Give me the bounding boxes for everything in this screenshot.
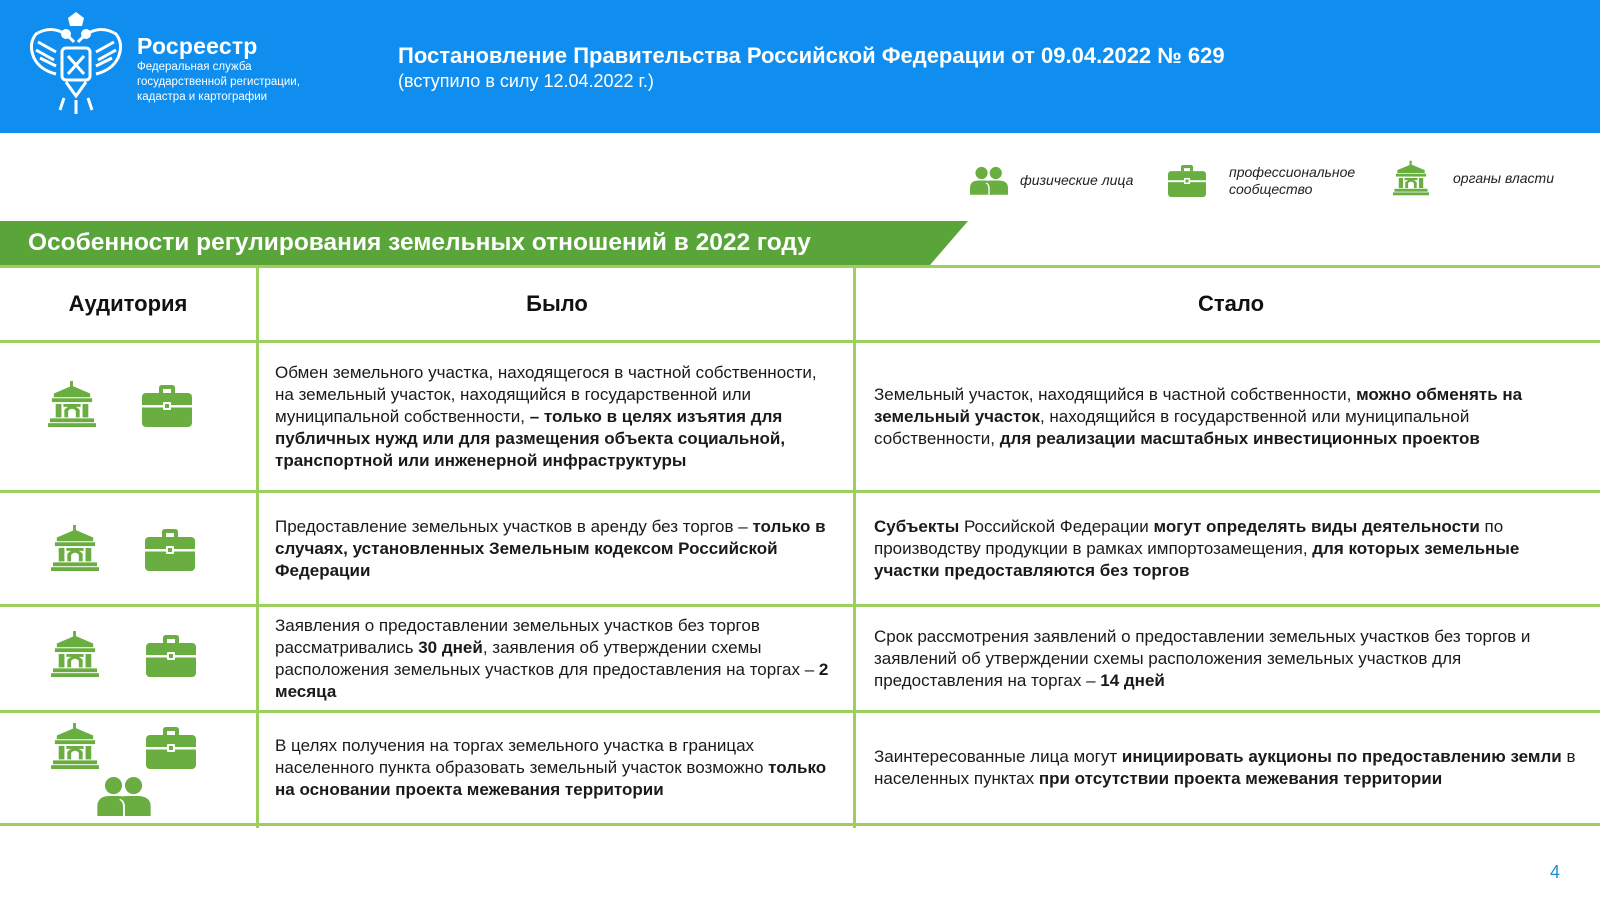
bold-text-segment: 14 дней — [1100, 670, 1165, 690]
org-desc-line: кадастра и картографии — [137, 91, 268, 103]
bold-text-segment: для которых земельные участки предоставляются без торгов — [874, 538, 1520, 580]
column-header-became: Стало — [1197, 291, 1265, 316]
audience-icons — [0, 713, 256, 823]
government-building-icon — [48, 381, 96, 427]
legend-label-line: профессиональное — [1229, 164, 1356, 180]
org-description — [137, 60, 300, 105]
government-building-icon — [51, 525, 99, 571]
text-segment: Предоставление земельных участков в аренду без торгов – — [275, 516, 753, 536]
audience-cell — [0, 343, 256, 490]
section-banner — [0, 221, 968, 265]
briefcase-icon — [146, 635, 196, 677]
table-header-row — [0, 265, 1600, 343]
table-row — [0, 713, 1600, 826]
became-cell — [856, 493, 1600, 604]
was-cell — [259, 343, 853, 490]
org-desc-line: государственной регистрации, — [137, 76, 300, 88]
briefcase-icon — [1168, 165, 1206, 197]
briefcase-icon — [145, 529, 195, 571]
audience-icons — [0, 607, 256, 710]
table-row — [0, 607, 1600, 713]
header-cell — [0, 268, 256, 340]
became-cell — [856, 343, 1600, 490]
legend-label: физические лица — [1020, 172, 1134, 188]
became-cell — [856, 607, 1600, 710]
bold-text-segment: инициировать аукционы по предоставлению земли — [1121, 747, 1562, 766]
bold-text-segment: можно обменять на земельный участок — [874, 384, 1523, 426]
legend-individuals — [970, 166, 1133, 195]
table-row — [0, 493, 1600, 607]
was-text — [275, 516, 839, 582]
was-text — [275, 615, 839, 703]
audience-cell — [0, 607, 256, 710]
legend-authorities — [1393, 160, 1554, 196]
text-segment: Российской Федерации — [959, 516, 1154, 536]
government-building-icon — [51, 631, 99, 677]
legend-label: органы власти — [1453, 169, 1554, 186]
was-cell — [259, 713, 853, 823]
was-cell — [259, 607, 853, 710]
column-divider — [853, 265, 856, 828]
text-segment: в населенных пунктах — [874, 747, 1576, 788]
bold-text-segment: 2 месяца — [275, 659, 829, 701]
government-building-icon — [1393, 160, 1429, 196]
people-icon — [970, 166, 1008, 195]
document-subtitle: (вступило в силу 12.04.2022 г.) — [398, 71, 654, 91]
header-cell — [259, 268, 853, 340]
bold-text-segment: только в случаях, установленных Земельным кодексом Российской Федерации — [275, 516, 826, 580]
table-row — [0, 343, 1600, 493]
text-segment: Срок рассмотрения заявлений о предоставлении земельных участков без торгов и заявлений об утверждении схемы расположения земельных участков для предоставления на торгах – — [874, 626, 1531, 690]
legend-professional — [1168, 164, 1355, 198]
page-number: 4 — [1549, 862, 1560, 882]
audience-icons — [0, 493, 256, 604]
text-segment: В целях получения на торгах земельного участка в границах населенного пункта образовать земельный участок возможно — [275, 736, 769, 777]
became-text — [874, 516, 1588, 582]
text-segment: , заявления об утверждении схемы расположения земельных участков для предоставления на торгах – — [275, 637, 819, 679]
bold-text-segment: при отсутствии проекта межевания территории — [1038, 769, 1443, 788]
text-segment: Земельный участок, находящийся в частной собственности, — [874, 384, 1357, 404]
text-segment: , находящийся в государственной или муниципальной собственности, — [874, 406, 1470, 448]
column-divider — [256, 265, 259, 828]
was-text — [275, 362, 839, 472]
was-cell — [259, 493, 853, 604]
text-segment: Заявления о предоставлении земельных участков без торгов рассматривались — [275, 615, 760, 657]
bold-text-segment: только на основании проекта межевания территории — [275, 758, 827, 799]
bold-text-segment: для реализации масштабных инвестиционных проектов — [999, 428, 1480, 448]
bold-text-segment: могут определять виды деятельности — [1153, 516, 1480, 536]
bold-text-segment: Субъекты — [874, 516, 960, 536]
government-building-icon — [51, 723, 99, 769]
document-title: Постановление Правительства Российской Федерации от 09.04.2022 № 629 — [398, 43, 1225, 68]
legend-label — [1229, 164, 1355, 198]
header-cell — [856, 268, 1600, 340]
double-headed-eagle-emblem-icon — [26, 12, 126, 116]
column-header-audience: Аудитория — [68, 291, 188, 316]
org-desc-line: Федеральная служба — [137, 61, 252, 73]
audience-cell — [0, 493, 256, 604]
bold-text-segment: – только в целях изъятия для публичных нужд или для размещения объекта социальной, транспортной или инженерной инфраструктуры — [275, 406, 786, 470]
section-title: Особенности регулирования земельных отношений в 2022 году — [28, 229, 811, 256]
comparison-table — [0, 265, 1600, 826]
audience-icons — [0, 343, 256, 490]
became-text — [874, 746, 1588, 790]
briefcase-icon — [146, 727, 196, 769]
people-icon — [97, 776, 151, 816]
org-name: Росреестр — [137, 33, 258, 59]
legend-label-line: сообщество — [1229, 181, 1313, 197]
column-header-was: Было — [526, 291, 588, 316]
header-bar — [0, 0, 1600, 133]
text-segment: Обмен земельного участка, находящегося в частной собственности, на земельный участок, находящийся в государственной или муниципальной собственности, — [275, 362, 817, 426]
bold-text-segment: 30 дней — [418, 637, 483, 657]
became-text — [874, 384, 1588, 450]
text-segment: Заинтересованные лица могут — [874, 747, 1122, 766]
audience-cell — [0, 713, 256, 823]
briefcase-icon — [142, 385, 192, 427]
became-text — [874, 626, 1588, 692]
text-segment: по производству продукции в рамках импортозамещения, — [874, 516, 1504, 558]
became-cell — [856, 713, 1600, 823]
was-text — [275, 735, 839, 801]
